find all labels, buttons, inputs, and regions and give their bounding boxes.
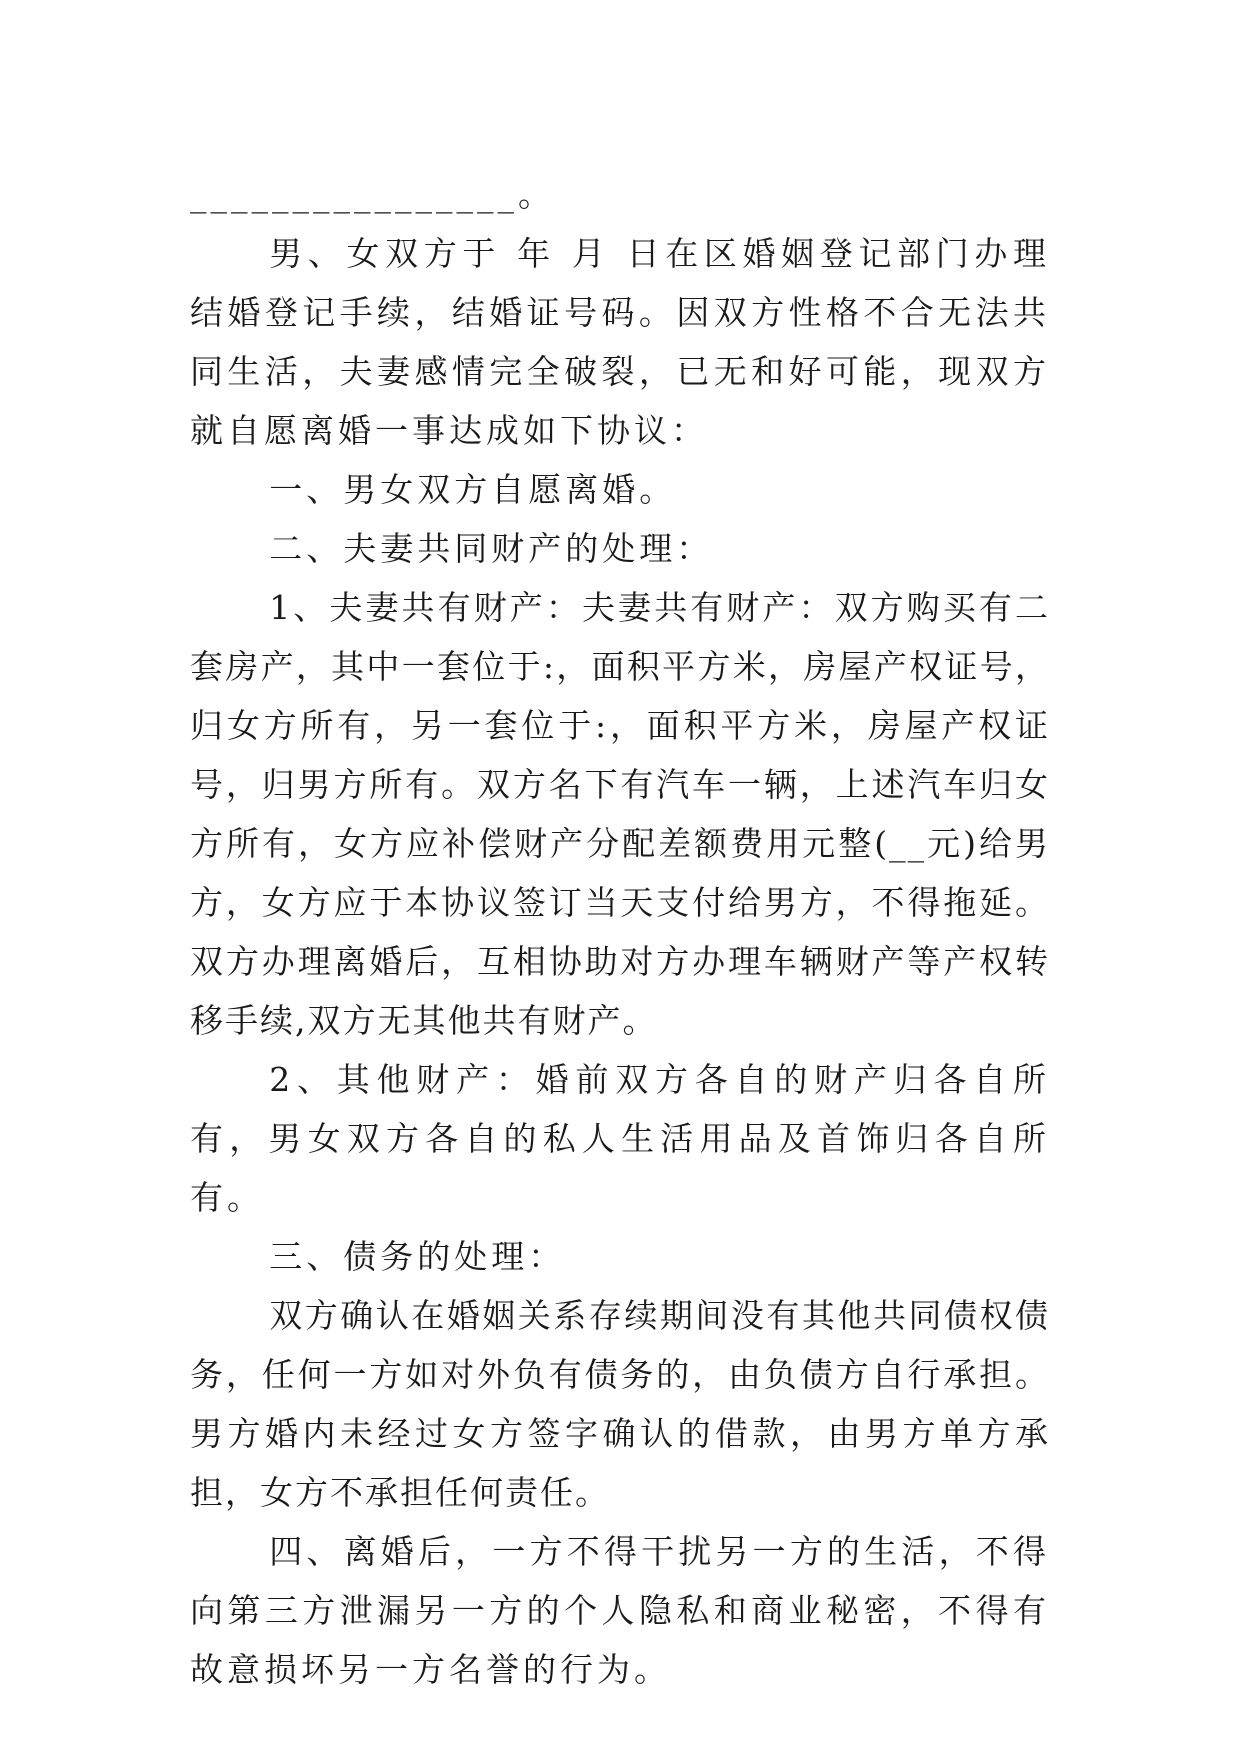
paragraph-clause-4: 四、离婚后，一方不得干扰另一方的生活，不得向第三方泄漏另一方的个人隐私和商业秘密，不得有故意损坏另一方名誉的行为。 (190, 1532, 1050, 1689)
document-body (190, 165, 1050, 1699)
paragraph-clause-1: 一、男女双方自愿离婚。 (269, 470, 677, 509)
paragraph-clause-3-heading: 三、债务的处理： (269, 1237, 566, 1276)
paragraph-clause-3-body: 双方确认在婚姻关系存续期间没有其他共同债权债务，任何一方如对外负有债务的，由负债方自行承担。男方婚内未经过女方签字确认的借款，由男方单方承担，女方不承担任何责任。 (190, 1296, 1050, 1512)
paragraph-preamble: 男、女双方于 年 月 日在区婚姻登记部门办理结婚登记手续，结婚证号码。因双方性格不合无法共同生活，夫妻感情完全破裂，已无和好可能，现双方就自愿离婚一事达成如下协议： (190, 234, 1050, 450)
paragraph-clause-2-1: 1、夫妻共有财产：夫妻共有财产：双方购买有二套房产，其中一套位于:，面积平方米，房屋产权证号，归女方所有，另一套位于:，面积平方米，房屋产权证号，归男方所有。双方名下有汽车一辆，上述汽车归女方所有，女方应补偿财产分配差额费用元整(__元)给男方，女方应于本协议签订当天支付给男方，不得拖延。双方办理离婚后，互相协助对方办理车辆财产等产权转移手续,双方无其他共有财产。 (190, 588, 1050, 1040)
paragraph-clause-2-2: 2、其他财产：婚前双方各自的财产归各自所有，男女双方各自的私人生活用品及首饰归各自所有。 (190, 1060, 1050, 1217)
paragraph-clause-2-heading: 二、夫妻共同财产的处理： (269, 529, 714, 568)
paragraph-blank-line: ________________。 (190, 175, 555, 214)
